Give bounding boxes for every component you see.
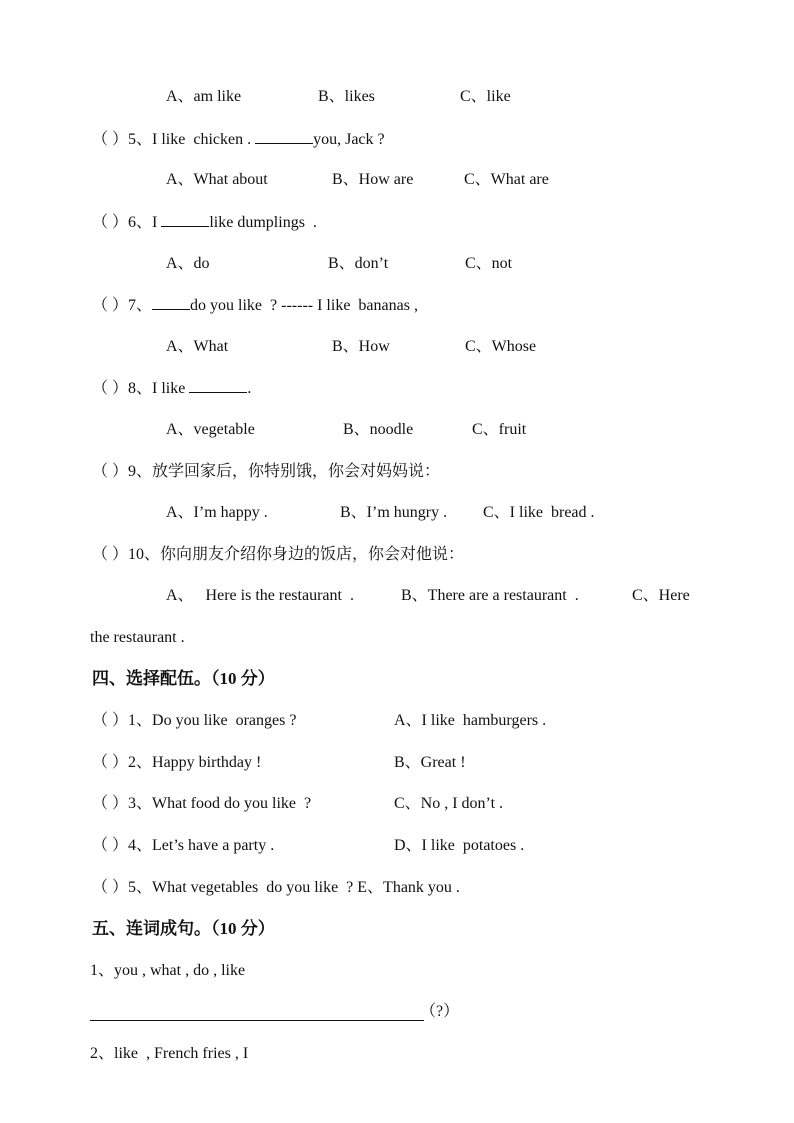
question-9 — [92, 462, 440, 482]
q6-option-b: B、don’t — [328, 255, 389, 272]
match-left: 5、What vegetables do you like ? E、Thank you . — [128, 879, 460, 896]
section-5-title: 五、连词成句。（10 分） — [92, 919, 275, 938]
fill-blank — [255, 129, 313, 144]
q7-option-b: B、How — [332, 338, 390, 355]
answer-paren: （ ） — [92, 546, 129, 563]
match-left: 3、What food do you like ? — [128, 795, 312, 812]
question-text: 7、 — [128, 297, 153, 314]
q4-option-c: C、like — [460, 88, 511, 105]
q5-option-c: C、What are — [464, 171, 549, 188]
question-text: . — [247, 380, 252, 397]
match-right-b: B、Great ! — [394, 754, 466, 771]
q6-option-c: C、not — [465, 255, 513, 272]
question-7 — [92, 295, 418, 316]
answer-paren: （ ） — [92, 214, 129, 231]
answer-paren: （ ） — [92, 712, 129, 729]
answer-paren: （ ） — [92, 297, 129, 314]
fill-blank — [152, 295, 190, 310]
match-row-4 — [92, 836, 274, 856]
question-8 — [92, 378, 251, 399]
answer-paren: （ ） — [92, 131, 129, 148]
q7-option-a: A、What — [166, 338, 229, 355]
q7-option-c: C、Whose — [465, 338, 537, 355]
question-text: you, Jack ? — [313, 131, 385, 148]
match-right-d: D、I like potatoes . — [394, 837, 525, 854]
sentence-item-1-end: （?） — [420, 1003, 460, 1020]
answer-paren: （ ） — [92, 380, 129, 397]
q9-option-a: A、I’m happy . — [166, 504, 268, 521]
question-text: 8、I like — [128, 380, 190, 397]
question-text: like dumplings . — [209, 214, 317, 231]
match-row-3 — [92, 794, 311, 814]
q4-option-b: B、likes — [318, 88, 375, 105]
q5-option-b: B、How are — [332, 171, 414, 188]
sentence-item-2: 2、like , French fries , I — [90, 1045, 249, 1062]
question-text: 5、I like chicken . — [128, 131, 256, 148]
question-5 — [92, 129, 385, 150]
question-10 — [92, 545, 464, 565]
q10-option-a: A、 Here is the restaurant . — [166, 587, 354, 604]
section-4-title: 四、选择配伍。（10 分） — [92, 669, 275, 688]
q4-option-a: A、am like — [166, 88, 242, 105]
q10-option-b: B、There are a restaurant . — [401, 587, 579, 604]
answer-paren: （ ） — [92, 463, 129, 480]
sentence-item-1: 1、you , what , do , like — [90, 962, 246, 979]
match-left: 4、Let’s have a party . — [128, 837, 275, 854]
q9-option-b: B、I’m hungry . — [340, 504, 448, 521]
fill-blank — [161, 212, 209, 227]
match-row-1 — [92, 711, 296, 731]
match-left: 2、Happy birthday ! — [128, 754, 262, 771]
q8-option-a: A、vegetable — [166, 421, 255, 438]
fill-blank — [189, 378, 247, 393]
q10-option-c: C、Here — [632, 587, 690, 604]
question-text: 9、放学回家后，你特别饿，你会对妈妈说： — [128, 463, 441, 480]
answer-paren: （ ） — [92, 795, 129, 812]
match-row-5 — [92, 878, 460, 898]
q8-option-c: C、fruit — [472, 421, 527, 438]
answer-paren: （ ） — [92, 837, 129, 854]
question-text: 10、你向朋友介绍你身边的饭店，你会对他说： — [128, 546, 465, 563]
answer-paren: （ ） — [92, 879, 129, 896]
answer-paren: （ ） — [92, 754, 129, 771]
answer-line — [90, 1020, 424, 1021]
q5-option-a: A、What about — [166, 171, 268, 188]
match-right-a: A、I like hamburgers . — [394, 712, 547, 729]
question-text: do you like ? ------ I like bananas , — [190, 297, 418, 314]
match-right-c: C、No , I don’t . — [394, 795, 504, 812]
match-left: 1、Do you like oranges ? — [128, 712, 297, 729]
q9-option-c: C、I like bread . — [483, 504, 595, 521]
question-6 — [92, 212, 317, 233]
question-text: 6、I — [128, 214, 162, 231]
q6-option-a: A、do — [166, 255, 210, 272]
match-row-2 — [92, 753, 261, 773]
q10-option-c-wrap: the restaurant . — [90, 629, 185, 646]
q8-option-b: B、noodle — [343, 421, 414, 438]
